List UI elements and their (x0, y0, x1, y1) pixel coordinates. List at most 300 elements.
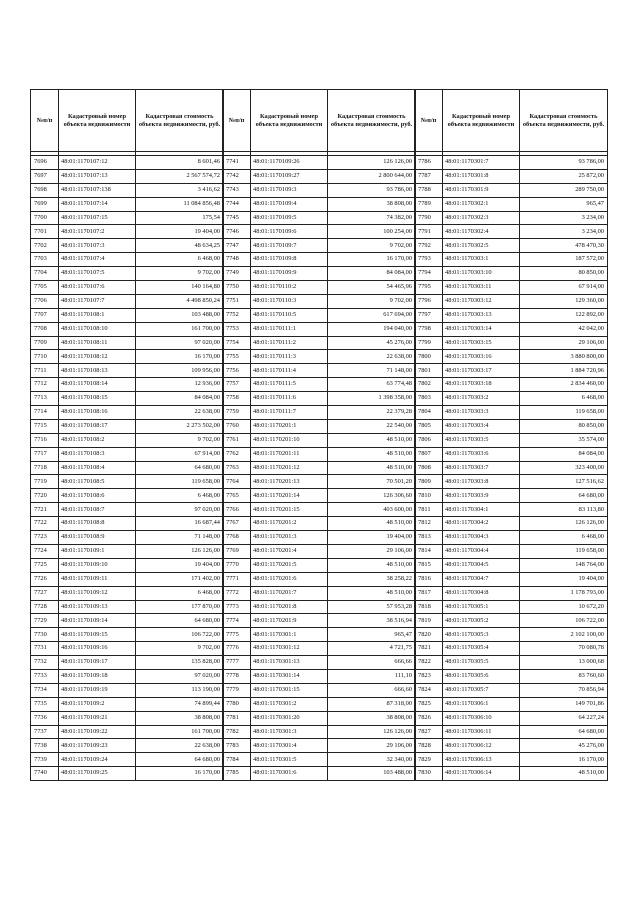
column-header-number: №п/п (31, 90, 59, 152)
cadastral-number: 48:01:1170109:5 (251, 211, 328, 225)
table-row (31, 767, 224, 781)
cadastral-value: 9 702,00 (136, 642, 224, 656)
table-row (31, 669, 224, 683)
cadastral-value: 63 774,48 (328, 378, 416, 392)
table-row (223, 461, 416, 475)
cadastral-number: 48:01:1170108:5 (59, 475, 136, 489)
cadastral-value: 122 892,00 (520, 308, 608, 322)
row-number: 7825 (415, 697, 443, 711)
cadastral-value: 140 164,80 (136, 281, 224, 295)
row-number: 7707 (31, 308, 59, 322)
row-number: 7792 (415, 239, 443, 253)
cadastral-value: 74 899,44 (136, 697, 224, 711)
row-number: 7704 (31, 267, 59, 281)
row-number: 7805 (415, 419, 443, 433)
table-row (415, 600, 608, 614)
table-row (223, 211, 416, 225)
row-number: 7773 (223, 600, 251, 614)
row-number: 7757 (223, 378, 251, 392)
row-number: 7820 (415, 628, 443, 642)
cadastral-value: 42 042,00 (520, 322, 608, 336)
cadastral-value: 70 080,78 (520, 642, 608, 656)
row-number: 7763 (223, 461, 251, 475)
table-row (31, 419, 224, 433)
row-number: 7743 (223, 183, 251, 197)
cadastral-value: 67 914,00 (520, 281, 608, 295)
cadastral-value: 403 600,00 (328, 503, 416, 517)
cadastral-number: 48:01:1170201:1 (251, 419, 328, 433)
table-row (223, 725, 416, 739)
cadastral-number: 48:01:1170108:14 (59, 378, 136, 392)
registry-table-1 (30, 89, 224, 781)
cadastral-value: 965,47 (520, 197, 608, 211)
cadastral-value: 106 722,00 (136, 628, 224, 642)
cadastral-value: 109 956,00 (136, 364, 224, 378)
table-row (415, 364, 608, 378)
row-number: 7737 (31, 725, 59, 739)
cadastral-value: 19 404,00 (136, 225, 224, 239)
row-number: 7801 (415, 364, 443, 378)
table-row (415, 669, 608, 683)
cadastral-number: 48:01:1170111:3 (251, 350, 328, 364)
row-number: 7781 (223, 711, 251, 725)
table-row (415, 239, 608, 253)
row-number: 7806 (415, 433, 443, 447)
cadastral-value: 119 658,00 (520, 406, 608, 420)
row-number: 7725 (31, 558, 59, 572)
cadastral-number: 48:01:1170303:12 (443, 294, 520, 308)
cadastral-number: 48:01:1170107:7 (59, 294, 136, 308)
cadastral-number: 48:01:1170304:5 (443, 558, 520, 572)
table-row (31, 447, 224, 461)
row-number: 7712 (31, 378, 59, 392)
row-number: 7789 (415, 197, 443, 211)
cadastral-number: 48:01:1170108:13 (59, 364, 136, 378)
cadastral-number: 48:01:1170109:9 (251, 267, 328, 281)
cadastral-number: 48:01:1170108:2 (59, 433, 136, 447)
table-row (31, 364, 224, 378)
cadastral-value: 45 276,00 (520, 739, 608, 753)
cadastral-value: 478 470,30 (520, 239, 608, 253)
cadastral-number: 48:01:1170109:16 (59, 642, 136, 656)
row-number: 7740 (31, 767, 59, 781)
row-number: 7730 (31, 628, 59, 642)
cadastral-number: 48:01:1170303:5 (443, 433, 520, 447)
cadastral-value: 22 638,00 (136, 739, 224, 753)
row-number: 7774 (223, 614, 251, 628)
cadastral-number: 48:01:1170201:15 (251, 503, 328, 517)
cadastral-number: 48:01:1170109:12 (59, 586, 136, 600)
cadastral-value: 38 808,00 (136, 711, 224, 725)
table-row (415, 489, 608, 503)
cadastral-value: 48 510,00 (328, 461, 416, 475)
table-row (415, 656, 608, 670)
cadastral-number: 48:01:1170108:10 (59, 322, 136, 336)
cadastral-value: 64 680,00 (136, 753, 224, 767)
table-row (415, 614, 608, 628)
cadastral-number: 48:01:1170107:14 (59, 197, 136, 211)
cadastral-value: 19 404,00 (136, 558, 224, 572)
cadastral-number: 48:01:1170306:12 (443, 739, 520, 753)
row-number: 7762 (223, 447, 251, 461)
cadastral-number: 48:01:1170109:21 (59, 711, 136, 725)
row-number: 7829 (415, 753, 443, 767)
table-row (415, 739, 608, 753)
table-row (223, 239, 416, 253)
cadastral-value: 126 126,00 (520, 517, 608, 531)
table-row (223, 378, 416, 392)
column-header-number: №п/п (415, 90, 443, 152)
cadastral-number: 48:01:1170305:6 (443, 669, 520, 683)
row-number: 7716 (31, 433, 59, 447)
cadastral-number: 48:01:1170305:7 (443, 683, 520, 697)
cadastral-number: 48:01:1170107:2 (59, 225, 136, 239)
cadastral-value: 38 258,22 (328, 572, 416, 586)
table-row (415, 169, 608, 183)
table-row (223, 253, 416, 267)
cadastral-value: 48 510,00 (328, 447, 416, 461)
cadastral-value: 11 084 856,48 (136, 197, 224, 211)
row-number: 7706 (31, 294, 59, 308)
column-header-cadastral-number: Кадастровый номер объекта недвижимости (251, 90, 328, 152)
table-row (223, 336, 416, 350)
cadastral-number: 48:01:1170109:24 (59, 753, 136, 767)
row-number: 7775 (223, 628, 251, 642)
row-number: 7824 (415, 683, 443, 697)
registry-table-2 (222, 89, 416, 781)
table-row (31, 711, 224, 725)
cadastral-value: 323 400,00 (520, 461, 608, 475)
cadastral-number: 48:01:1170109:1 (59, 544, 136, 558)
cadastral-number: 48:01:1170108:11 (59, 336, 136, 350)
row-number: 7711 (31, 364, 59, 378)
cadastral-value: 6 468,00 (520, 531, 608, 545)
cadastral-number: 48:01:1170301:8 (443, 169, 520, 183)
column-header-cadastral-value: Кадастровая стоимость объекта недвижимости, руб. (136, 90, 224, 152)
cadastral-number: 48:01:1170109:25 (59, 767, 136, 781)
cadastral-number: 48:01:1170111:5 (251, 378, 328, 392)
cadastral-number: 48:01:1170108:9 (59, 531, 136, 545)
table-body (31, 152, 224, 781)
table-row (415, 503, 608, 517)
cadastral-number: 48:01:1170301:15 (251, 683, 328, 697)
table-row (31, 517, 224, 531)
cadastral-value: 3 880 800,00 (520, 350, 608, 364)
row-number: 7818 (415, 600, 443, 614)
table-row (31, 156, 224, 170)
cadastral-value: 35 574,00 (520, 433, 608, 447)
cadastral-number: 48:01:1170110:3 (251, 294, 328, 308)
cadastral-value: 10 672,20 (520, 600, 608, 614)
row-number: 7728 (31, 600, 59, 614)
table-row (415, 336, 608, 350)
cadastral-value: 135 828,00 (136, 656, 224, 670)
cadastral-value: 84 084,00 (136, 392, 224, 406)
row-number: 7741 (223, 156, 251, 170)
cadastral-value: 3 416,62 (136, 183, 224, 197)
cadastral-number: 48:01:1170107:5 (59, 267, 136, 281)
table-row (415, 572, 608, 586)
cadastral-value: 97 020,00 (136, 336, 224, 350)
table-row (415, 558, 608, 572)
cadastral-value: 161 700,00 (136, 725, 224, 739)
cadastral-number: 48:01:1170109:18 (59, 669, 136, 683)
cadastral-number: 48:01:1170107:4 (59, 253, 136, 267)
row-number: 7779 (223, 683, 251, 697)
row-number: 7754 (223, 336, 251, 350)
row-number: 7800 (415, 350, 443, 364)
table-row (31, 253, 224, 267)
row-number: 7816 (415, 572, 443, 586)
cadastral-number: 48:01:1170303:13 (443, 308, 520, 322)
cadastral-number: 48:01:1170107:13 (59, 169, 136, 183)
cadastral-number: 48:01:1170301:7 (443, 156, 520, 170)
cadastral-value: 8 601,46 (136, 156, 224, 170)
cadastral-value: 126 126,00 (328, 156, 416, 170)
row-number: 7697 (31, 169, 59, 183)
row-number: 7827 (415, 725, 443, 739)
cadastral-number: 48:01:1170107:12 (59, 156, 136, 170)
row-number: 7776 (223, 642, 251, 656)
table-row (223, 531, 416, 545)
cadastral-number: 48:01:1170304:2 (443, 517, 520, 531)
cadastral-number: 48:01:1170301:6 (251, 767, 328, 781)
cadastral-value: 126 126,00 (328, 725, 416, 739)
cadastral-number: 48:01:1170109:7 (251, 239, 328, 253)
registry-table-3 (414, 89, 608, 781)
cadastral-number: 48:01:1170301:2 (251, 697, 328, 711)
cadastral-number: 48:01:1170201:13 (251, 475, 328, 489)
cadastral-number: 48:01:1170302:4 (443, 225, 520, 239)
row-number: 7733 (31, 669, 59, 683)
cadastral-value: 127 516,62 (520, 475, 608, 489)
table-row (31, 475, 224, 489)
table-body (415, 152, 608, 781)
cadastral-number: 48:01:1170303:15 (443, 336, 520, 350)
row-number: 7696 (31, 156, 59, 170)
cadastral-number: 48:01:1170111:7 (251, 406, 328, 420)
cadastral-number: 48:01:1170301:5 (251, 753, 328, 767)
table-row (223, 586, 416, 600)
row-number: 7755 (223, 350, 251, 364)
cadastral-number: 48:01:1170301:12 (251, 642, 328, 656)
table-row (415, 419, 608, 433)
row-number: 7766 (223, 503, 251, 517)
row-number: 7700 (31, 211, 59, 225)
row-number: 7815 (415, 558, 443, 572)
table-row (415, 211, 608, 225)
cadastral-number: 48:01:1170201:12 (251, 461, 328, 475)
row-number: 7777 (223, 656, 251, 670)
table-row (223, 183, 416, 197)
table-row (415, 517, 608, 531)
row-number: 7720 (31, 489, 59, 503)
row-number: 7802 (415, 378, 443, 392)
cadastral-value: 9 702,00 (328, 239, 416, 253)
cadastral-value: 29 106,00 (520, 336, 608, 350)
row-number: 7724 (31, 544, 59, 558)
table-row (415, 475, 608, 489)
cadastral-number: 48:01:1170306:10 (443, 711, 520, 725)
table-row (31, 308, 224, 322)
cadastral-value: 9 702,00 (328, 294, 416, 308)
cadastral-value: 2 273 502,00 (136, 419, 224, 433)
cadastral-value: 84 084,00 (328, 267, 416, 281)
cadastral-value: 70 501,20 (328, 475, 416, 489)
cadastral-number: 48:01:1170301:20 (251, 711, 328, 725)
row-number: 7787 (415, 169, 443, 183)
table-row (31, 489, 224, 503)
row-number: 7747 (223, 239, 251, 253)
row-number: 7796 (415, 294, 443, 308)
table-row (223, 753, 416, 767)
cadastral-number: 48:01:1170201:14 (251, 489, 328, 503)
row-number: 7698 (31, 183, 59, 197)
cadastral-value: 22 540,00 (328, 419, 416, 433)
table-row (223, 697, 416, 711)
cadastral-number: 48:01:1170301:13 (251, 656, 328, 670)
row-number: 7709 (31, 336, 59, 350)
cadastral-number: 48:01:1170108:1 (59, 308, 136, 322)
cadastral-value: 64 680,00 (136, 614, 224, 628)
cadastral-number: 48:01:1170109:8 (251, 253, 328, 267)
table-row (31, 642, 224, 656)
cadastral-value: 965,47 (328, 628, 416, 642)
column-header-cadastral-number: Кадастровый номер объекта недвижимости (59, 90, 136, 152)
cadastral-value: 32 340,00 (328, 753, 416, 767)
row-number: 7828 (415, 739, 443, 753)
table-row (31, 378, 224, 392)
cadastral-value: 54 465,96 (328, 281, 416, 295)
row-number: 7810 (415, 489, 443, 503)
cadastral-value: 48 510,00 (328, 517, 416, 531)
cadastral-value: 25 872,00 (520, 169, 608, 183)
table-row (31, 211, 224, 225)
cadastral-number: 48:01:1170111:2 (251, 336, 328, 350)
cadastral-number: 48:01:1170305:3 (443, 628, 520, 642)
table-row (31, 656, 224, 670)
table-row (31, 183, 224, 197)
table-row (415, 156, 608, 170)
cadastral-number: 48:01:1170108:16 (59, 406, 136, 420)
table-row (415, 461, 608, 475)
cadastral-value: 148 764,00 (520, 558, 608, 572)
cadastral-value: 29 106,00 (328, 544, 416, 558)
table-row (31, 544, 224, 558)
table-row (31, 267, 224, 281)
table-row (415, 253, 608, 267)
table-row (223, 406, 416, 420)
table-row (223, 683, 416, 697)
cadastral-number: 48:01:1170109:4 (251, 197, 328, 211)
row-number: 7734 (31, 683, 59, 697)
table-row (415, 378, 608, 392)
row-number: 7713 (31, 392, 59, 406)
cadastral-number: 48:01:1170107:15 (59, 211, 136, 225)
table-row (223, 197, 416, 211)
cadastral-number: 48:01:1170109:27 (251, 169, 328, 183)
cadastral-number: 48:01:1170301:4 (251, 739, 328, 753)
cadastral-number: 48:01:1170201:6 (251, 572, 328, 586)
row-number: 7813 (415, 531, 443, 545)
cadastral-number: 48:01:1170109:3 (251, 183, 328, 197)
table-row (415, 725, 608, 739)
row-number: 7799 (415, 336, 443, 350)
row-number: 7821 (415, 642, 443, 656)
table-row (31, 197, 224, 211)
cadastral-number: 48:01:1170303:6 (443, 447, 520, 461)
cadastral-number: 48:01:1170302:3 (443, 211, 520, 225)
column-header-cadastral-number: Кадастровый номер объекта недвижимости (443, 90, 520, 152)
cadastral-number: 48:01:1170201:7 (251, 586, 328, 600)
table-body (223, 152, 416, 781)
cadastral-value: 289 750,00 (520, 183, 608, 197)
cadastral-value: 48 634,25 (136, 239, 224, 253)
row-number: 7765 (223, 489, 251, 503)
cadastral-value: 64 680,00 (136, 461, 224, 475)
cadastral-value: 3 234,00 (520, 225, 608, 239)
row-number: 7812 (415, 517, 443, 531)
cadastral-value: 12 936,00 (136, 378, 224, 392)
row-number: 7785 (223, 767, 251, 781)
row-number: 7807 (415, 447, 443, 461)
cadastral-value: 22 638,00 (328, 350, 416, 364)
cadastral-number: 48:01:1170108:15 (59, 392, 136, 406)
cadastral-value: 16 687,44 (136, 517, 224, 531)
table-row (223, 322, 416, 336)
cadastral-value: 187 572,00 (520, 253, 608, 267)
cadastral-value: 93 786,00 (328, 183, 416, 197)
row-number: 7756 (223, 364, 251, 378)
cadastral-number: 48:01:1170306:1 (443, 697, 520, 711)
table-row (31, 503, 224, 517)
cadastral-value: 617 694,00 (328, 308, 416, 322)
cadastral-value: 2 102 100,00 (520, 628, 608, 642)
cadastral-number: 48:01:1170107:3 (59, 239, 136, 253)
cadastral-number: 48:01:1170304:4 (443, 544, 520, 558)
cadastral-value: 38 808,00 (328, 711, 416, 725)
row-number: 7758 (223, 392, 251, 406)
table-row (31, 322, 224, 336)
row-number: 7795 (415, 281, 443, 295)
row-number: 7729 (31, 614, 59, 628)
cadastral-value: 1 884 720,96 (520, 364, 608, 378)
table-row (415, 392, 608, 406)
cadastral-value: 19 404,00 (328, 531, 416, 545)
cadastral-value: 70 856,94 (520, 683, 608, 697)
cadastral-number: 48:01:1170302:1 (443, 197, 520, 211)
cadastral-value: 71 148,00 (136, 531, 224, 545)
cadastral-value: 126 126,00 (136, 544, 224, 558)
cadastral-value: 129 360,00 (520, 294, 608, 308)
cadastral-number: 48:01:1170303:7 (443, 461, 520, 475)
row-number: 7722 (31, 517, 59, 531)
row-number: 7786 (415, 156, 443, 170)
cadastral-number: 48:01:1170302:5 (443, 239, 520, 253)
table-row (415, 683, 608, 697)
row-number: 7703 (31, 253, 59, 267)
row-number: 7808 (415, 461, 443, 475)
cadastral-value: 74 382,00 (328, 211, 416, 225)
row-number: 7748 (223, 253, 251, 267)
cadastral-value: 149 701,86 (520, 697, 608, 711)
cadastral-value: 194 040,00 (328, 322, 416, 336)
cadastral-number: 48:01:1170201:9 (251, 614, 328, 628)
table-row (415, 308, 608, 322)
table-row (31, 600, 224, 614)
table-row (415, 322, 608, 336)
cadastral-number: 48:01:1170109:15 (59, 628, 136, 642)
